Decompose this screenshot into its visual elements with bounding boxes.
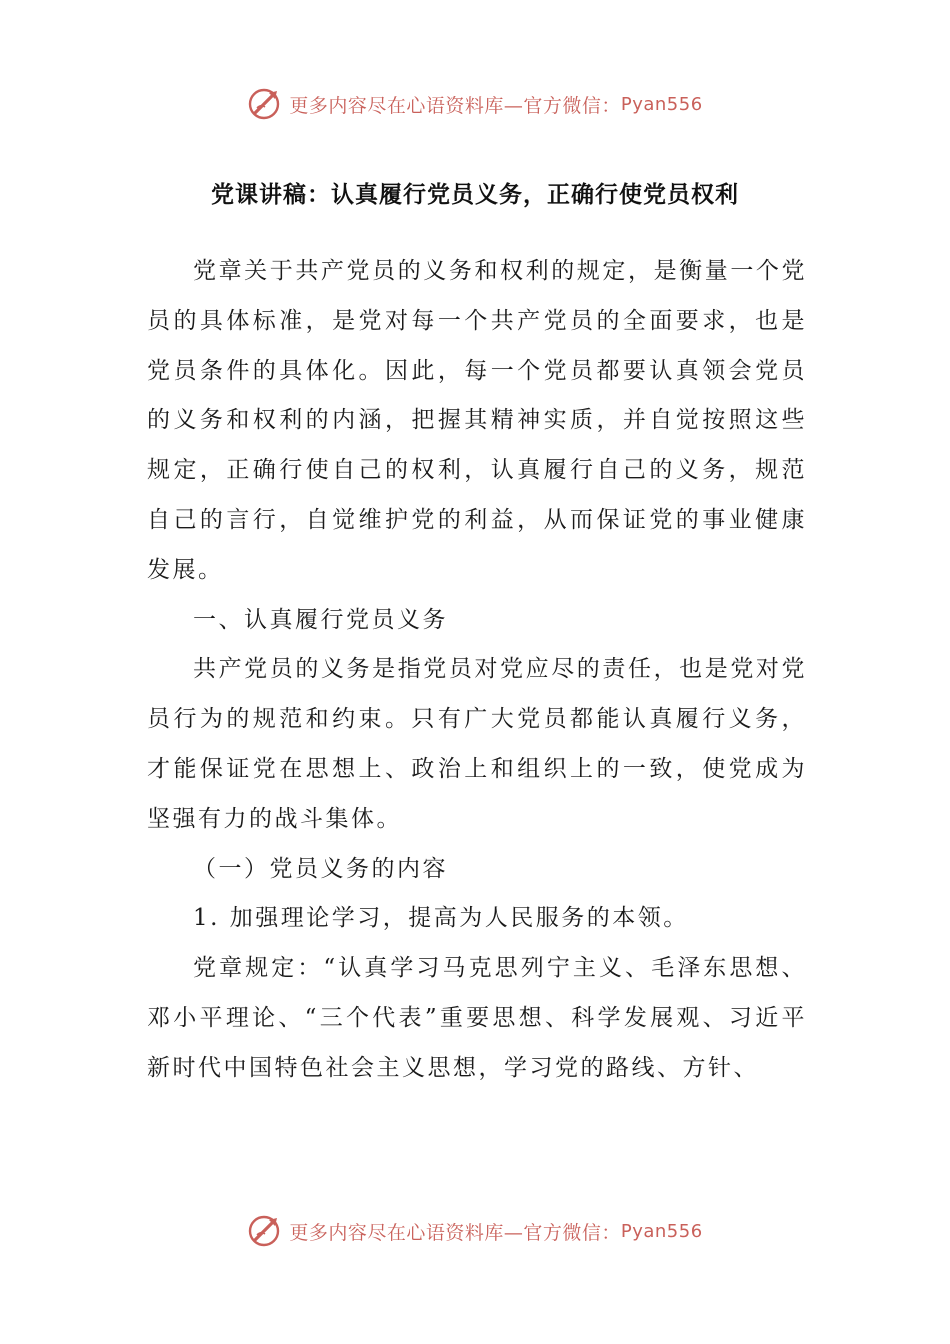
watermark-text: 更多内容尽在心语资料库—官方微信： bbox=[289, 1221, 621, 1244]
pen-logo-icon bbox=[247, 86, 283, 122]
subsection-heading-1: （一）党员义务的内容 bbox=[193, 855, 448, 882]
watermark-handle: Pyan556 bbox=[620, 93, 703, 115]
section-heading-1: 一、认真履行党员义务 bbox=[193, 606, 448, 633]
pen-logo-icon bbox=[247, 1213, 283, 1249]
footer-watermark bbox=[0, 1211, 950, 1251]
paragraph-intro: 党章关于共产党员的义务和权利的规定，是衡量一个党员的具体标准，是党对每一个共产党员的全面要求，也是党员条件的具体化。因此，每一个党员都要认真领会党员的义务和权利的内涵，把握其精神实质，并自觉按照这些规定，正确行使自己的权利，认真履行自己的义务，规范自己的言行，自觉维护党的利益，从而保证党的事业健康发展。 bbox=[147, 258, 807, 583]
watermark-text: 更多内容尽在心语资料库—官方微信： bbox=[289, 94, 621, 117]
list-item-1: 1. 加强理论学习，提高为人民服务的本领。 bbox=[193, 905, 689, 932]
watermark-handle: Pyan556 bbox=[620, 1220, 703, 1242]
document-body bbox=[147, 247, 807, 1094]
header-watermark bbox=[0, 84, 950, 124]
page-title: 党课讲稿：认真履行党员义务，正确行使党员权利 bbox=[211, 182, 739, 208]
paragraph-duty-definition: 共产党员的义务是指党员对党应尽的责任，也是党对党员行为的规范和约束。只有广大党员都能认真履行义务，才能保证党在思想上、政治上和组织上的一致，使党成为坚强有力的战斗集体。 bbox=[147, 656, 807, 832]
paragraph-charter-quote: 党章规定：“认真学习马克思列宁主义、毛泽东思想、邓小平理论、“三个代表”重要思想、科学发展观、习近平新时代中国特色社会主义思想，学习党的路线、方针、 bbox=[147, 955, 807, 1081]
